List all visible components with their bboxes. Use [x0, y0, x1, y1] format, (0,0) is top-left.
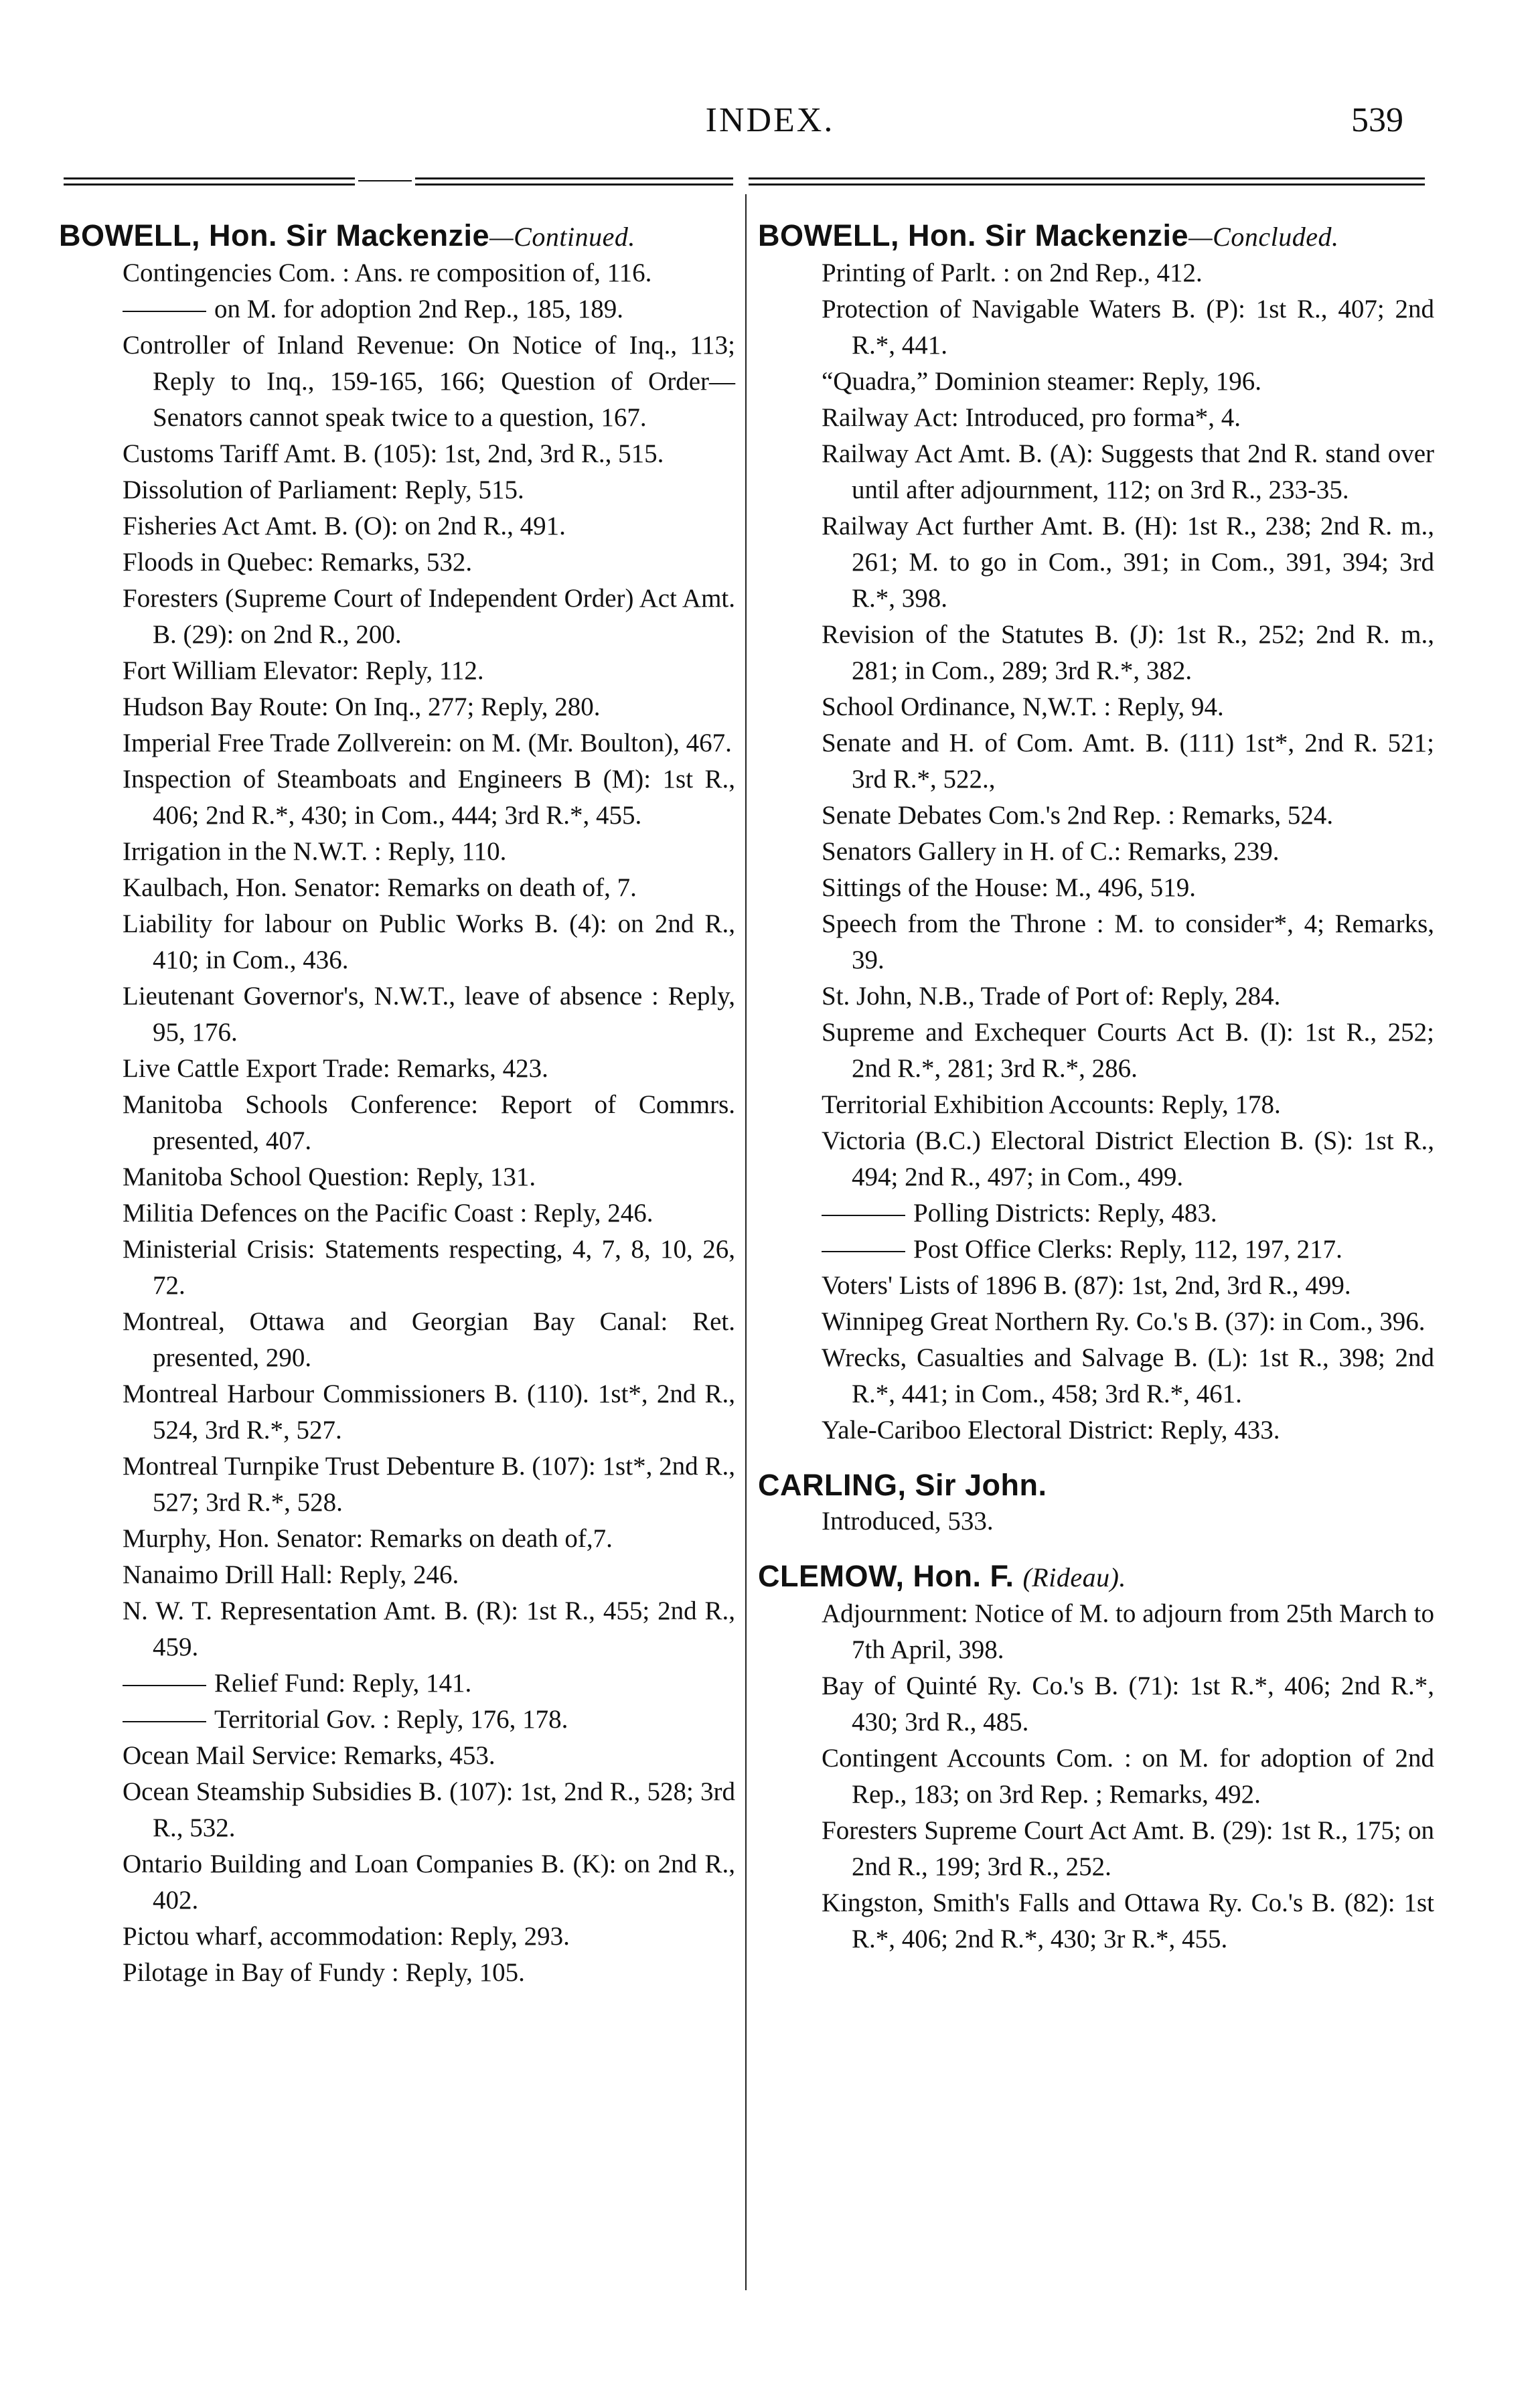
header-rule-left	[64, 177, 733, 191]
index-entry: Fisheries Act Amt. B. (O): on 2nd R., 491.	[123, 512, 566, 540]
index-entry: Revision of the Statutes B. (J): 1st R., 252; 2nd R. m., 281; in Com., 289; 3rd R.*, 382.	[822, 620, 1434, 685]
index-entry: Contingent Accounts Com. : on M. for adoption of 2nd Rep., 183; on 3rd Rep. ; Remarks, 492.	[822, 1744, 1434, 1809]
index-entry: St. John, N.B., Trade of Port of: Reply, 284.	[822, 982, 1281, 1011]
index-subentry	[822, 1232, 1434, 1268]
index-entry: Protection of Navigable Waters B. (P): 1st R., 407; 2nd R.*, 441.	[822, 295, 1434, 360]
ditto-dash	[123, 311, 206, 312]
index-entry: Floods in Quebec: Remarks, 532.	[123, 548, 473, 577]
heading-name: BOWELL, Hon. Sir Mackenzie	[758, 218, 1189, 252]
left-column	[59, 218, 735, 1991]
page-header	[0, 100, 1540, 154]
index-entry: Railway Act Amt. B. (A): Suggests that 2nd R. stand over until after adjournment, 112; on 3rd R., 233-35.	[822, 439, 1434, 504]
index-entry: Senate and H. of Com. Amt. B. (111) 1st*, 2nd R. 521; 3rd R.*, 522.,	[822, 729, 1434, 794]
index-entry: Contingencies Com. : Ans. re composition of, 116.	[123, 258, 652, 287]
index-subentry	[123, 291, 735, 327]
heading-name: CARLING, Sir John.	[758, 1468, 1047, 1502]
index-entry: Senators Gallery in H. of C.: Remarks, 239.	[822, 837, 1280, 866]
header-rule-right	[749, 177, 1425, 191]
index-entry: Speech from the Throne : M. to consider*, 4; Remarks, 39.	[822, 909, 1434, 974]
index-entry: Manitoba School Question: Reply, 131.	[123, 1163, 536, 1191]
index-entry: Senate Debates Com.'s 2nd Rep. : Remarks, 524.	[822, 801, 1334, 830]
index-entry: Montreal Turnpike Trust Debenture B. (107): 1st*, 2nd R., 527; 3rd R.*, 528.	[123, 1452, 735, 1517]
index-entry: Dissolution of Parliament: Reply, 515.	[123, 475, 524, 504]
index-entry: Printing of Parlt. : on 2nd Rep., 412.	[822, 258, 1203, 287]
subentry-text: Territorial Gov. : Reply, 176, 178.	[214, 1705, 568, 1734]
index-entry: Yale-Cariboo Electoral District: Reply, 433.	[822, 1416, 1280, 1444]
index-entry: Adjournment: Notice of M. to adjourn from 25th March to 7th April, 398.	[822, 1599, 1434, 1664]
heading-suffix: —Concluded.	[1188, 222, 1339, 252]
index-heading	[758, 1467, 1434, 1503]
index-entry: Pilotage in Bay of Fundy : Reply, 105.	[123, 1958, 525, 1987]
right-column	[758, 218, 1434, 1957]
index-entry: Ministerial Crisis: Statements respecting, 4, 7, 8, 10, 26, 72.	[123, 1235, 735, 1300]
subentry-text: Post Office Clerks: Reply, 112, 197, 217.	[913, 1235, 1342, 1264]
index-entry: Railway Act further Amt. B. (H): 1st R., 238; 2nd R. m., 261; M. to go in Com., 391; in Com., 391, 394; 3rd R.*, 398.	[822, 512, 1434, 613]
index-subentry	[123, 1665, 735, 1702]
index-entry: Lieutenant Governor's, N.W.T., leave of absence : Reply, 95, 176.	[123, 982, 735, 1047]
index-entry: Introduced, 533.	[822, 1507, 994, 1536]
page-title: INDEX.	[705, 101, 835, 139]
index-entry: Nanaimo Drill Hall: Reply, 246.	[123, 1560, 459, 1589]
index-entry: Ocean Mail Service: Remarks, 453.	[123, 1741, 495, 1770]
index-entry: Sittings of the House: M., 496, 519.	[822, 873, 1197, 902]
heading-name: CLEMOW, Hon. F.	[758, 1559, 1014, 1593]
ditto-dash	[123, 1721, 206, 1722]
index-entry: “Quadra,” Dominion steamer: Reply, 196.	[822, 367, 1262, 396]
heading-name: BOWELL, Hon. Sir Mackenzie	[59, 218, 490, 252]
index-entry: Murphy, Hon. Senator: Remarks on death of,7.	[123, 1524, 613, 1553]
index-entry: Victoria (B.C.) Electoral District Election B. (S): 1st R., 494; 2nd R., 497; in Com., 499.	[822, 1126, 1434, 1191]
index-entry: Militia Defences on the Pacific Coast : Reply, 246.	[123, 1199, 653, 1227]
ditto-dash	[123, 1685, 206, 1686]
index-heading	[59, 218, 735, 255]
page-number: 539	[1351, 101, 1403, 139]
heading-suffix: (Rideau).	[1022, 1562, 1126, 1592]
index-entry: Liability for labour on Public Works B. (4): on 2nd R., 410; in Com., 436.	[123, 909, 735, 974]
index-entry: Kingston, Smith's Falls and Ottawa Ry. Co.'s B. (82): 1st R.*, 406; 2nd R.*, 430; 3r R.*, 455.	[822, 1888, 1434, 1953]
index-entry: Ontario Building and Loan Companies B. (K): on 2nd R., 402.	[123, 1850, 735, 1915]
index-entry: Bay of Quinté Ry. Co.'s B. (71): 1st R.*, 406; 2nd R.*, 430; 3rd R., 485.	[822, 1671, 1434, 1736]
index-heading	[758, 1558, 1434, 1596]
ditto-dash	[822, 1215, 905, 1216]
subentry-text: on M. for adoption 2nd Rep., 185, 189.	[214, 295, 623, 323]
index-heading	[758, 218, 1434, 255]
index-entry: School Ordinance, N,W.T. : Reply, 94.	[822, 692, 1224, 721]
index-subentry	[822, 1195, 1434, 1232]
index-entry: Irrigation in the N.W.T. : Reply, 110.	[123, 837, 507, 866]
index-entry: Foresters (Supreme Court of Independent Order) Act Amt. B. (29): on 2nd R., 200.	[123, 584, 735, 649]
index-entry: Wrecks, Casualties and Salvage B. (L): 1st R., 398; 2nd R.*, 441; in Com., 458; 3rd R.*, 461.	[822, 1343, 1434, 1408]
index-entry: Customs Tariff Amt. B. (105): 1st, 2nd, 3rd R., 515.	[123, 439, 664, 468]
subentry-text: Relief Fund: Reply, 141.	[214, 1669, 472, 1698]
index-entry: Inspection of Steamboats and Engineers B (M): 1st R., 406; 2nd R.*, 430; in Com., 444; 3rd R.*, 455.	[123, 765, 735, 830]
index-entry: Voters' Lists of 1896 B. (87): 1st, 2nd, 3rd R., 499.	[822, 1271, 1351, 1300]
index-entry: Controller of Inland Revenue: On Notice of Inq., 113; Reply to Inq., 159-165, 166; Question of Order—Senators cannot speak twice to a question, 167.	[123, 331, 735, 432]
index-entry: Live Cattle Export Trade: Remarks, 423.	[123, 1054, 548, 1083]
index-entry: Fort William Elevator: Reply, 112.	[123, 656, 484, 685]
index-entry: Kaulbach, Hon. Senator: Remarks on death of, 7.	[123, 873, 637, 902]
index-subentry	[123, 1702, 735, 1738]
index-entry: Montreal, Ottawa and Georgian Bay Canal: Ret. presented, 290.	[123, 1307, 735, 1372]
index-entry: Imperial Free Trade Zollverein: on M. (Mr. Boulton), 467.	[123, 729, 732, 757]
index-entry: Foresters Supreme Court Act Amt. B. (29): 1st R., 175; on 2nd R., 199; 3rd R., 252.	[822, 1816, 1434, 1881]
index-entry: Manitoba Schools Conference: Report of Commrs. presented, 407.	[123, 1090, 735, 1155]
index-entry: Territorial Exhibition Accounts: Reply, 178.	[822, 1090, 1281, 1119]
index-entry: Ocean Steamship Subsidies B. (107): 1st, 2nd R., 528; 3rd R., 532.	[123, 1777, 735, 1842]
heading-suffix: —Continued.	[489, 222, 635, 252]
index-entry: Supreme and Exchequer Courts Act B. (I): 1st R., 252; 2nd R.*, 281; 3rd R.*, 286.	[822, 1018, 1434, 1083]
index-entry: Railway Act: Introduced, pro forma*, 4.	[822, 403, 1241, 432]
index-entry: N. W. T. Representation Amt. B. (R): 1st R., 455; 2nd R., 459.	[123, 1596, 735, 1661]
index-entry: Montreal Harbour Commissioners B. (110). 1st*, 2nd R., 524, 3rd R.*, 527.	[123, 1379, 735, 1444]
subentry-text: Polling Districts: Reply, 483.	[913, 1199, 1217, 1227]
index-entry: Winnipeg Great Northern Ry. Co.'s B. (37): in Com., 396.	[822, 1307, 1426, 1336]
column-divider	[745, 194, 747, 2290]
index-entry: Hudson Bay Route: On Inq., 277; Reply, 280.	[123, 692, 601, 721]
ditto-dash	[822, 1251, 905, 1252]
index-entry: Pictou wharf, accommodation: Reply, 293.	[123, 1922, 570, 1951]
